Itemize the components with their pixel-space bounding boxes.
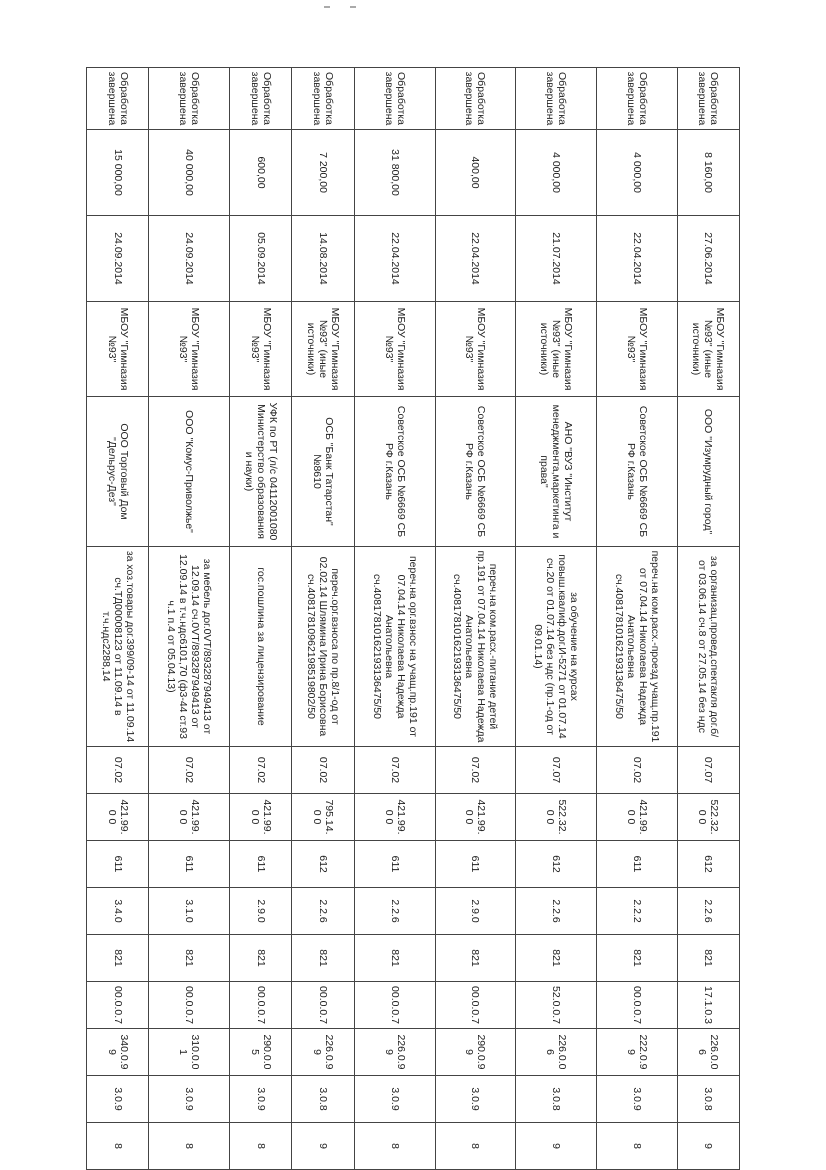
code4-cell: 3.0.8 [516, 1076, 597, 1123]
table-row [87, 68, 149, 1170]
date-cell: 27.06.2014 [677, 216, 739, 302]
code5-cell: 8 [87, 1123, 149, 1170]
code5-cell: 8 [230, 1123, 292, 1170]
code1-cell: 821 [596, 935, 677, 982]
status-cell: Обработка завершена [149, 68, 230, 130]
kcsr-cell: 421.99.0 0 [230, 794, 292, 841]
code4-cell: 3.0.9 [596, 1076, 677, 1123]
amount-cell: 8 160,00 [677, 130, 739, 216]
kosgu-cell: 2.9.0 [435, 888, 516, 935]
status-cell: Обработка завершена [230, 68, 292, 130]
recipient-cell: Советское ОСБ №6669 СБ РФ г.Казань [435, 397, 516, 547]
table-row [149, 68, 230, 1170]
kosgu-cell: 3.4.0 [87, 888, 149, 935]
amount-cell: 40 000,00 [149, 130, 230, 216]
status-cell: Обработка завершена [354, 68, 435, 130]
code2-cell: 52.0.0.7 [516, 982, 597, 1029]
kfsr-cell: 07.02 [596, 747, 677, 794]
date-cell: 14.08.2014 [292, 216, 354, 302]
date-cell: 24.09.2014 [149, 216, 230, 302]
code4-cell: 3.0.9 [354, 1076, 435, 1123]
date-cell: 22.04.2014 [435, 216, 516, 302]
amount-cell: 600,00 [230, 130, 292, 216]
code2-cell: 00.0.0.7 [149, 982, 230, 1029]
code3-cell: 222.0.99 [596, 1029, 677, 1076]
payer-cell: МБОУ "Гимназия №93" [87, 302, 149, 397]
code4-cell: 3.0.9 [87, 1076, 149, 1123]
amount-cell: 4 000,00 [596, 130, 677, 216]
code4-cell: 3.0.9 [149, 1076, 230, 1123]
table-row [354, 68, 435, 1170]
kfsr-cell: 07.02 [230, 747, 292, 794]
payer-cell: МБОУ "Гимназия №93" (иные источники) [292, 302, 354, 397]
recipient-cell: ОСБ "Банк Татарстан" №8610 [292, 397, 354, 547]
scan-mark [324, 6, 330, 8]
recipient-cell: ООО "Изумрудный город" [677, 397, 739, 547]
table-row [292, 68, 354, 1170]
purpose-cell: переч.на ком.расх.-питание детей пр.191 от 07.04.14 Николаева Надежда Анатольевна сч.40817810162193136475/50 [435, 547, 516, 747]
payer-cell: МБОУ "Гимназия №93" [435, 302, 516, 397]
status-cell: Обработка завершена [516, 68, 597, 130]
payer-cell: МБОУ "Гимназия №93" (иные источники) [677, 302, 739, 397]
kvr-cell: 611 [230, 841, 292, 888]
scan-mark [350, 6, 356, 8]
code3-cell: 310.0.01 [149, 1029, 230, 1076]
code1-cell: 821 [435, 935, 516, 982]
amount-cell: 15 000,00 [87, 130, 149, 216]
kvr-cell: 612 [292, 841, 354, 888]
payer-cell: МБОУ "Гимназия №93" [596, 302, 677, 397]
status-cell: Обработка завершена [292, 68, 354, 130]
amount-cell: 31 800,00 [354, 130, 435, 216]
code4-cell: 3.0.9 [435, 1076, 516, 1123]
purpose-cell: за хоз.товары дог.399/09-14 от 11.09.14 сч.ТД00008123 от 11.09.14 в т.ч.ндс2288,14 [87, 547, 149, 747]
kcsr-cell: 522.32.0 0 [516, 794, 597, 841]
code1-cell: 821 [354, 935, 435, 982]
recipient-cell: Советское ОСБ №6669 СБ РФ г.Казань [354, 397, 435, 547]
code5-cell: 9 [292, 1123, 354, 1170]
date-cell: 21.07.2014 [516, 216, 597, 302]
kvr-cell: 611 [435, 841, 516, 888]
purpose-cell: переч.на орг.взнос на учащ.пр.191 от 07.04.14 Николаева Надежда Анатольевна сч.40817810162193136475/50 [354, 547, 435, 747]
code5-cell: 8 [149, 1123, 230, 1170]
code2-cell: 17.1.0.3 [677, 982, 739, 1029]
kvr-cell: 612 [516, 841, 597, 888]
kfsr-cell: 07.02 [292, 747, 354, 794]
code5-cell: 8 [596, 1123, 677, 1170]
payer-cell: МБОУ "Гимназия №93" (иные источники) [516, 302, 597, 397]
code1-cell: 821 [292, 935, 354, 982]
kcsr-cell: 421.99.0 0 [596, 794, 677, 841]
code3-cell: 226.0.06 [516, 1029, 597, 1076]
code3-cell: 340.0.99 [87, 1029, 149, 1076]
kfsr-cell: 07.02 [354, 747, 435, 794]
kvr-cell: 611 [354, 841, 435, 888]
code2-cell: 00.0.0.7 [596, 982, 677, 1029]
kcsr-cell: 421.99.0 0 [435, 794, 516, 841]
code5-cell: 8 [354, 1123, 435, 1170]
date-cell: 05.09.2014 [230, 216, 292, 302]
payer-cell: МБОУ "Гимназия №93" [354, 302, 435, 397]
kosgu-cell: 2.2.6 [677, 888, 739, 935]
status-cell: Обработка завершена [596, 68, 677, 130]
recipient-cell: АНО "ВУЗ "Институт менеджмента,маркетинга и права" [516, 397, 597, 547]
purpose-cell: гос.пошлина за лицензирование [230, 547, 292, 747]
code2-cell: 00.0.0.7 [354, 982, 435, 1029]
kosgu-cell: 3.1.0 [149, 888, 230, 935]
code2-cell: 00.0.0.7 [87, 982, 149, 1029]
kosgu-cell: 2.9.0 [230, 888, 292, 935]
date-cell: 22.04.2014 [354, 216, 435, 302]
kvr-cell: 611 [149, 841, 230, 888]
code1-cell: 821 [87, 935, 149, 982]
recipient-cell: ООО Торговый Дом "Дельрус-Дез" [87, 397, 149, 547]
kfsr-cell: 07.02 [149, 747, 230, 794]
purpose-cell: переч.орг.взноса по пр.8/1-од от 02.02.14 Шлямина Ирина Борисовна сч.40817810962198519802/50 [292, 547, 354, 747]
code5-cell: 9 [516, 1123, 597, 1170]
code2-cell: 00.0.0.7 [292, 982, 354, 1029]
purpose-cell: за мебель дог.0VT/893287949413 от 12.09.14 сч.0VT/893287949413 от 12.09.14 в т.ч.ндс6101,70 (ф3-44 ст.93 ч.1 п.4 от 05.04.13) [149, 547, 230, 747]
kfsr-cell: 07.02 [87, 747, 149, 794]
kcsr-cell: 421.99.0 0 [87, 794, 149, 841]
kvr-cell: 611 [87, 841, 149, 888]
status-cell: Обработка завершена [677, 68, 739, 130]
table-row [435, 68, 516, 1170]
kcsr-cell: 522.32.0 0 [677, 794, 739, 841]
code3-cell: 226.0.99 [354, 1029, 435, 1076]
table-body [87, 68, 740, 1170]
code5-cell: 9 [677, 1123, 739, 1170]
kcsr-cell: 421.99.0 0 [354, 794, 435, 841]
status-cell: Обработка завершена [435, 68, 516, 130]
payer-cell: МБОУ "Гимназия №93" [230, 302, 292, 397]
kvr-cell: 612 [677, 841, 739, 888]
kosgu-cell: 2.2.6 [354, 888, 435, 935]
table-row [516, 68, 597, 1170]
code5-cell: 8 [435, 1123, 516, 1170]
table-row [677, 68, 739, 1170]
code4-cell: 3.0.8 [292, 1076, 354, 1123]
code2-cell: 00.0.0.7 [230, 982, 292, 1029]
kfsr-cell: 07.07 [516, 747, 597, 794]
kcsr-cell: 421.99.0 0 [149, 794, 230, 841]
amount-cell: 4 000,00 [516, 130, 597, 216]
code4-cell: 3.0.9 [230, 1076, 292, 1123]
purpose-cell: за организац.провед.спектакля дог.б/ от 03.06.14 сч.8 от 27.05.14 без ндс [677, 547, 739, 747]
kfsr-cell: 07.02 [435, 747, 516, 794]
table-row [596, 68, 677, 1170]
code1-cell: 821 [230, 935, 292, 982]
rotated-table-wrapper [86, 67, 740, 1149]
date-cell: 24.09.2014 [87, 216, 149, 302]
code3-cell: 226.0.06 [677, 1029, 739, 1076]
code1-cell: 821 [149, 935, 230, 982]
code3-cell: 290.0.05 [230, 1029, 292, 1076]
code3-cell: 226.0.99 [292, 1029, 354, 1076]
kosgu-cell: 2.2.6 [516, 888, 597, 935]
table-row [230, 68, 292, 1170]
purpose-cell: за обучение на курсах повыш.квалиф.дог.И-5271 от 01.07.14 сч.20 от 01.07.14 без ндс (пр.1-од от 09.01.14) [516, 547, 597, 747]
payment-register-table [86, 67, 740, 1170]
code3-cell: 290.0.99 [435, 1029, 516, 1076]
kosgu-cell: 2.2.6 [292, 888, 354, 935]
status-cell: Обработка завершена [87, 68, 149, 130]
kcsr-cell: 795.14.0 0 [292, 794, 354, 841]
code1-cell: 821 [677, 935, 739, 982]
purpose-cell: переч.на ком.расх.-проезд учащ.пр.191 от 07.04.14 Николаева Надежда Анатольевна сч.40817810162193136475/50 [596, 547, 677, 747]
recipient-cell: ООО "Комус-Приволжье" [149, 397, 230, 547]
amount-cell: 7 200,00 [292, 130, 354, 216]
code4-cell: 3.0.8 [677, 1076, 739, 1123]
recipient-cell: УФК по РТ (л/с 04112001080 Министерство образования и науки) [230, 397, 292, 547]
recipient-cell: Советское ОСБ №6669 СБ РФ г.Казань [596, 397, 677, 547]
amount-cell: 400,00 [435, 130, 516, 216]
code2-cell: 00.0.0.7 [435, 982, 516, 1029]
kosgu-cell: 2.2.2 [596, 888, 677, 935]
kvr-cell: 611 [596, 841, 677, 888]
kfsr-cell: 07.07 [677, 747, 739, 794]
payer-cell: МБОУ "Гимназия №93" [149, 302, 230, 397]
code1-cell: 821 [516, 935, 597, 982]
date-cell: 22.04.2014 [596, 216, 677, 302]
